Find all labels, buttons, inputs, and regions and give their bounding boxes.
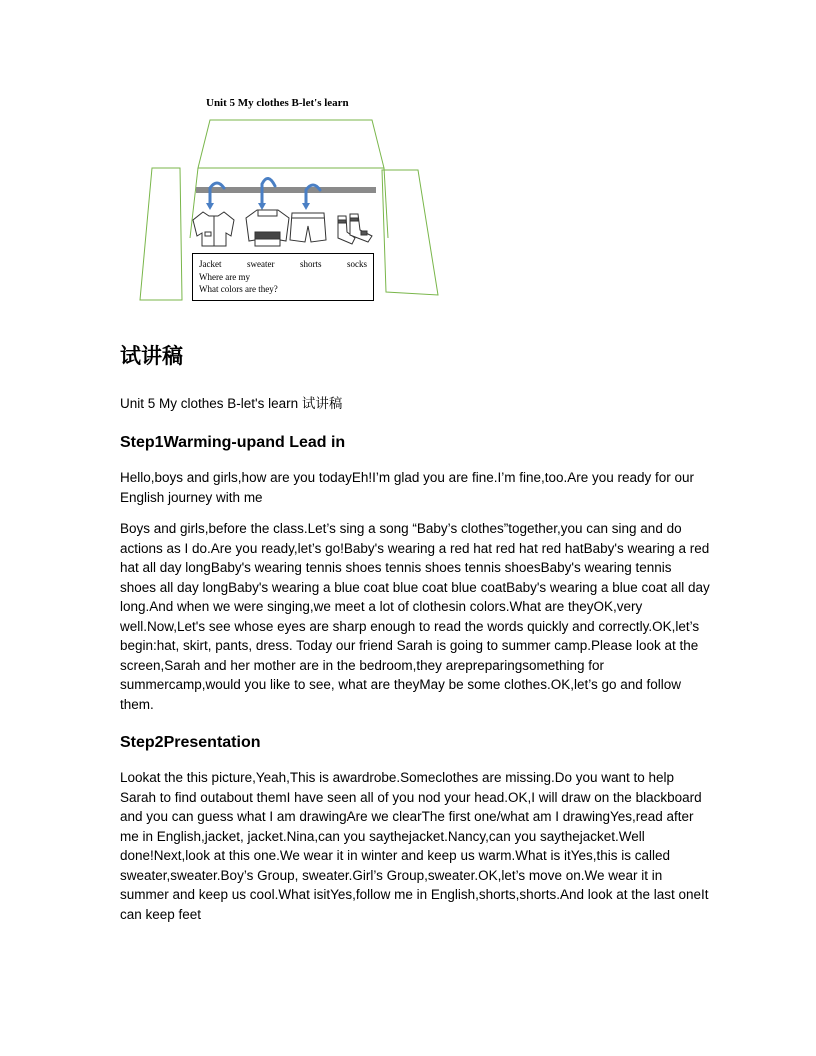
step2-heading: Step2Presentation	[120, 734, 261, 751]
step1-paragraph-2: Boys and girls,before the class.Let’s sing a song “Baby’s clothes”together,you can sing and do actions as I do.Are you ready,let’s go!Baby's wearing a red hat red hat red hatBaby's wearing a red hat all day longBaby's wearing tennis shoes tennis shoes tennis shoesBaby's wearing tennis shoes all day longBaby's wearing a blue coat blue coat blue coatBaby's wearing a blue coat all day long.And when we were singing,we meet a lot of clothesin colors.What are theyOK,very well.Now,Let's see whose eyes are sharp enough to read the words quickly and correctly.OK,let’s begin:hat, skirt, pants, dress. Today our friend Sarah is going to summer camp.Please look at the screen,Sarah and her mother are in the bedroom,they arepreparingsomething for summercamp,would you like to see, what are theyMay be some clothes.OK,let’s go and follow them.	[120, 521, 710, 712]
wardrobe-left-door	[140, 168, 182, 300]
word-sweater: sweater	[247, 259, 275, 269]
document-subtitle: Unit 5 My clothes B-let's learn 试讲稿	[120, 396, 343, 411]
document-body	[120, 394, 710, 936]
question-where: Where are my	[199, 271, 250, 282]
wardrobe-figure	[0, 0, 816, 320]
step1-paragraph-1: Hello,boys and girls,how are you todayEh!I’m glad you are fine.I’m fine,too.Are you ready for our English journey with me	[120, 470, 695, 505]
word-list	[199, 258, 367, 271]
wardrobe-top-panel	[198, 120, 384, 168]
step2-paragraph-1: Lookat the this picture,Yeah,This is awardrobe.Someclothes are missing.Do you want to help Sarah to find outabout themI have seen all of you nod your head.OK,I will draw on the blackboard and you can guess what I am drawingAre we clearThe first one/what am I drawingYes,read after me in English,jacket, jacket.Nina,can you saythejacket.Nancy,can you saythejacket.Well done!Next,look at this one.We wear it in winter and keep us warm.What is itYes,this is called sweater,sweater.Boy’s Group, sweater.Girl’s Group,sweater.OK,let’s move on.We wear it in summer and keep us cool.What isitYes,follow me in English,shorts,shorts.And look at the last oneIt can keep feet	[120, 770, 709, 922]
step1-heading: Step1Warming-upand Lead in	[120, 434, 346, 451]
hanger-1	[210, 183, 224, 206]
socks-drawing	[338, 214, 372, 244]
word-shorts: shorts	[299, 259, 322, 269]
question-colors: What colors are they?	[199, 284, 278, 294]
shorts-drawing	[290, 213, 326, 242]
word-socks: socks	[347, 259, 367, 269]
sweater-drawing	[246, 210, 289, 246]
word-jacket: Jacket	[199, 259, 222, 269]
figure-title: Unit 5 My clothes B-let's learn	[206, 97, 349, 109]
word-box	[192, 253, 374, 301]
jacket-drawing	[193, 212, 234, 246]
wardrobe-right-door	[382, 170, 438, 295]
wardrobe-illustration	[0, 0, 816, 320]
page-heading: 试讲稿	[120, 344, 183, 368]
